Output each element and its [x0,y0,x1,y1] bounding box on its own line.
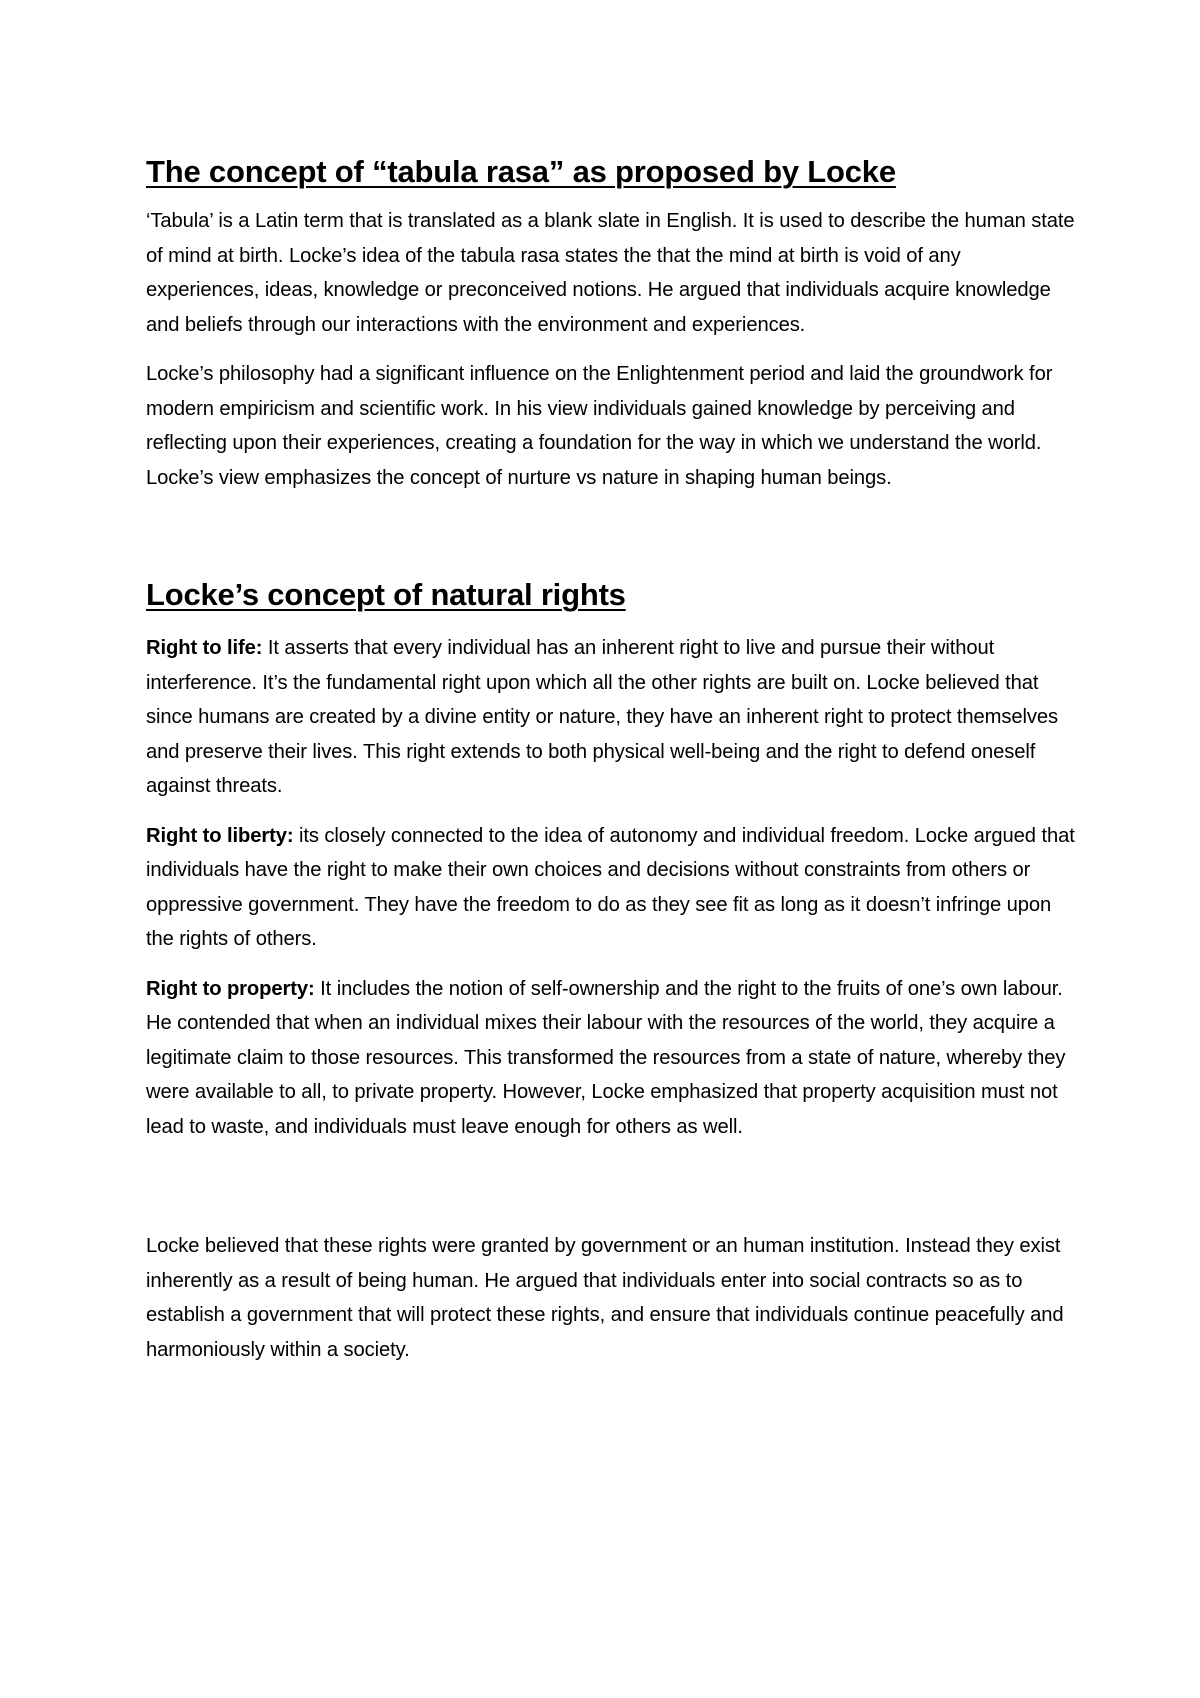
term-right-to-life: Right to life: [146,637,263,659]
text-right-to-property: It includes the notion of self-ownership and the right to the fruits of one’s own labour. He contended that when an individual mixes their labour with the resources of the world, they acquire a legitimate claim to those resources. This transformed the resources from a state of nature, whereby they were available to all, to private property. However, Locke emphasized that property acquisition must not lead to waste, and individuals must leave enough for others as well. [146,977,1066,1138]
text-right-to-life: It asserts that every individual has an inherent right to live and pursue their without interference. It’s the fundamental right upon which all the other rights are built on. Locke believed that since humans are created by a divine entity or nature, they have an inherent right to protect themselves and preserve their lives. This right extends to both physical well-being and the right to defend oneself against threats. [146,637,1059,797]
paragraph-tabula-definition: ‘Tabula’ is a Latin term that is translated as a blank slate in English. It is used to describe the human state of mind at birth. Locke’s idea of the tabula rasa states the that the mind at birth is void of any experiences, ideas, knowledge or preconceived notions. He argued that individuals acquire knowledge and beliefs through our interactions with the environment and experiences. [146,210,1075,336]
paragraph-closing: Locke believed that these rights were granted by government or an human institution. Instead they exist inherently as a result of being human. He argued that individuals enter into social contracts so as to establish a government that will protect these rights, and ensure that individuals continue peacefully and harmoniously within a society. [146,1235,1064,1361]
paragraph-locke-influence: Locke’s philosophy had a significant influence on the Enlightenment period and laid the groundwork for modern empiricism and scientific work. In his view individuals gained knowledge by perceiving and reflecting upon their experiences, creating a foundation for the way in which we understand the world. Locke’s view emphasizes the concept of nurture vs nature in shaping human beings. [146,363,1053,489]
heading-natural-rights: Locke’s concept of natural rights [146,577,626,612]
paragraph-right-to-property [146,972,1076,1145]
paragraph-right-to-life [146,631,1076,804]
term-right-to-liberty: Right to liberty: [146,824,294,847]
paragraph-right-to-liberty [146,819,1076,957]
term-right-to-property: Right to property: [146,977,315,1000]
text-right-to-liberty: its closely connected to the idea of autonomy and individual freedom. Locke argued that individuals have the right to make their own choices and decisions without constraints from others or oppressive government. They have the freedom to do as they see fit as long as it doesn’t infringe upon the rights of others. [146,824,1075,950]
document-body [146,152,1076,1367]
heading-tabula-rasa: The concept of “tabula rasa” as proposed by Locke [146,154,896,189]
